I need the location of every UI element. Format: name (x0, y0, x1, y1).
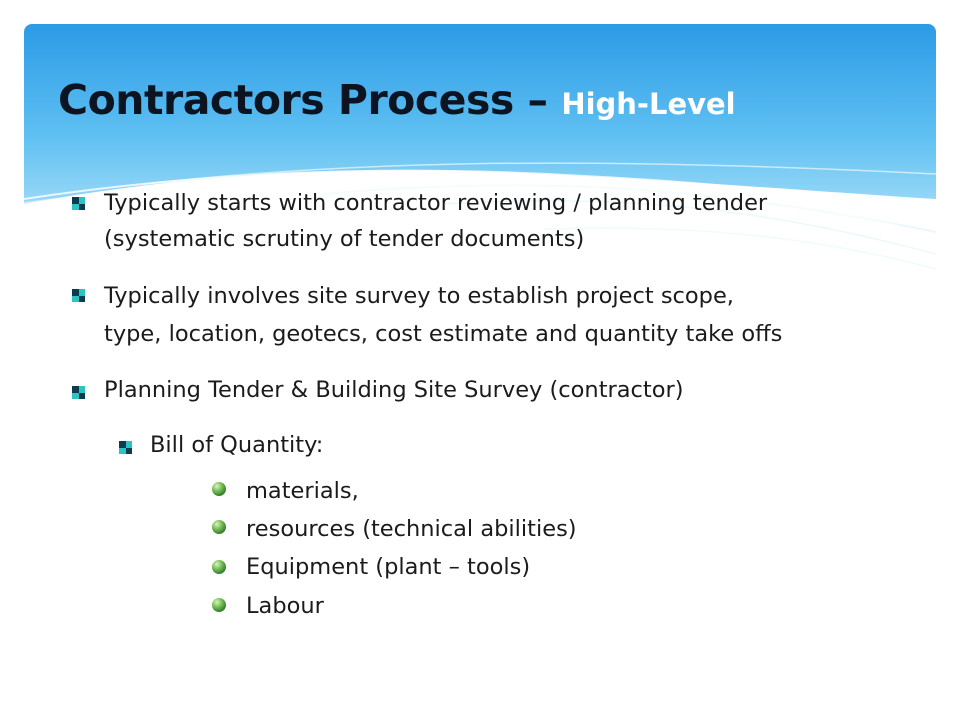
green-ball-bullet-icon (212, 560, 226, 574)
list-item: resources (technical abilities) (246, 516, 577, 542)
list-item: materials, (246, 478, 359, 504)
bullet-text: (systematic scrutiny of tender documents) (104, 226, 585, 252)
list-item: Equipment (plant – tools) (246, 554, 531, 580)
square-bullet-icon (72, 289, 85, 302)
bullet-text: Typically involves site survey to establish project scope, (104, 283, 734, 309)
square-bullet-icon (119, 441, 132, 454)
sub-bullet-text: Bill of Quantity: (150, 432, 324, 458)
square-bullet-icon (72, 197, 85, 210)
bullet-text: Planning Tender & Building Site Survey (contractor) (104, 377, 684, 403)
title-main: Contractors Process – (58, 76, 562, 124)
green-ball-bullet-icon (212, 520, 226, 534)
green-ball-bullet-icon (212, 482, 226, 496)
title-subtitle: High-Level (561, 87, 736, 121)
bullet-text: type, location, geotecs, cost estimate and quantity take offs (104, 321, 783, 347)
square-bullet-icon (72, 386, 85, 399)
bullet-text: Typically starts with contractor reviewing / planning tender (104, 190, 768, 216)
list-item: Labour (246, 593, 324, 619)
green-ball-bullet-icon (212, 598, 226, 612)
